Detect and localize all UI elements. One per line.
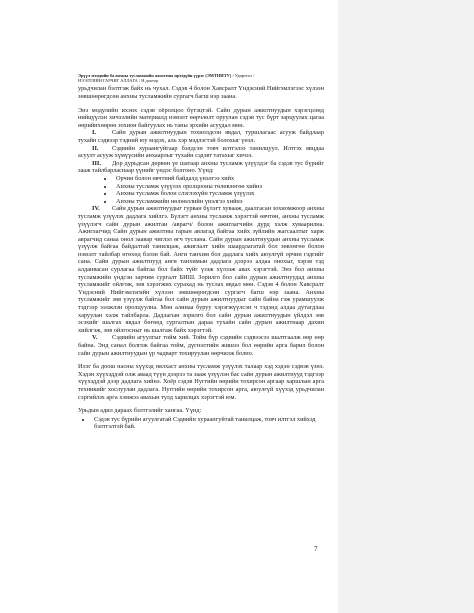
section-1-number: I. xyxy=(92,129,97,137)
section-5-number: V. xyxy=(92,334,98,342)
page-content xyxy=(78,73,324,431)
header-subtitle: НЭЭЛТИЙН ГАРЧИГ АЛЛАГА / Н.доктор xyxy=(78,78,159,84)
list-item: • Анхны тусламж үзүүлэх оролцооны төлөвлөгөө хийнэ xyxy=(114,183,324,191)
paragraph-child-care: Илэг ба доош насны хүүхэд нялхаст анхны тусламж үзүүлэх талаар хэд хэдэн сэдвэв үзнэ. Хэдэн хүүхэддэй олж аваад түүн дээрээ та зааж үзүүлэн бас сайн дурын ажилтнууд тэдгээр хүүхэддэй дээр дадлага хийнэ. Хоёр сэдэв Нуггийн өөрийн тохирсон аргаар харшлын арга техникийг хослуулан дадлага. Нуггийн өөрийн тохирсон арга, аюулгүй хүүхэд урьдчилан сэргийлэх арга хэмжээ авахын тулд харилцах хэрэгтэй юм. xyxy=(78,363,324,401)
section-1 xyxy=(78,129,324,144)
section-3-text: Дор дурьдсан дөрвөн үе шатаар анхны тусламж үзүүлдэг ба сэдэв тус бүрийг зааж тайлбарласнаар үүнийг үндэс болгоно. Үүнд: xyxy=(78,159,324,175)
list-item: • Сэдэв тус бүрийн агуулгатай Сэдвийн хураангуйтай танилцаж, товч илтгэл хийхэд бэлтгэлтэй бай. xyxy=(92,416,324,431)
section-4-text: Сайн дурын ажилтнуудыг гурван бүлэгт хувааж, даалгасан зохиомжоор анхны тусламж үзүүлэх дадлага хийлгэ. Бүлэгт анхны тусламж хэрэгтэй өвчтөн, анхны тусламж үзүүлэгч сайн дурын ажилтан /аврагч/ болон ажиглагчийн дүрд хэлж хуваарилна. Ажиглагчид Сайн дурын ажилтны гарын авлагад байгаа хийх зүйлийн жагсаалтыг харж аврагчид санаа онол заавар чиглэл өгч туслана. Сайн дурын ажилтнуудын анхны тусламж үзүүлж байгаа байдалтай танилцаж, ажиглалт хийн шаардлагатай бол зөвлөгөө болон нэмэлт тайлбар өгөхөд бэлэн бай. Анги танхим бол дадлага хийх аюулгүй орчин гэдгийг сана. Сайн дурын ажилтнууд анги танхимын дадлага дээрээ алдаа онохыг, хэрэв тэд алданвасан сурлагаа байгаа бол байх түйг үзэж хүлээж авах хэрэгтэй. Энэ бол анхны тусламжийн үндсэн зарчим сургалт БИШ. Зорилго бол сайн дурын ажилтнуудад анхны тусламжийг ойлгож, зөв хэрэгжих сурахад нь туслах явдал мөн. Сэдэв 4 болон Хавсралт Үндэсний Нийгэмлэгийн хүлээн зөвшөөрөгдсөн сургагч багш нэр заана. Анхны тусламжийг зөв үзүүлж байгаа бол сайн дурын ажилтнуудыг сайн байна гэж урамшуулж тэдгээр ээлжлэн оролцуулна. Мөн алинаа буруу хэрэгжүүлсэн ч тэдэнд алдаа дутагдлаа харуулан хэлж тайлбарла. Дадлагын зорилго бол сайн дурын ажилтнуудын үйлдэл зөв эсэхийг шалгах явдал бөгөөд сургалтын дараа тухайн сайн дурын ажилтнаар дахин хийлгэж, зөв ойлгосныг нь шалгаж байх хэрэгтэй. xyxy=(78,205,324,334)
section-4 xyxy=(78,205,324,334)
section-3 xyxy=(78,160,324,175)
section-5-text: Сэдвийн агуулгыг тойм хий. Тойм бүр сэдвийн сэдвээсээ шалтгаалж өөр өөр байна. Энд санал болгож байгаа тойм, дүгнэлтийн жишээ бол өөрийн арга барил болон сайн дурын ажилтнуудын үр чадварт тохируулан өөрчилж болно. xyxy=(78,334,324,357)
section-5 xyxy=(78,334,324,357)
list-item: • Анхны тусламжийн нөлөөллийн үнэлгээ хийнэ xyxy=(114,198,324,206)
header-title: Эрүүл мэндийн ба анхны тусламжийн ажилтны ирээдүйн үүрэг (ЭМТНИТУ) xyxy=(78,73,232,78)
section-2-number: II. xyxy=(92,144,99,152)
paragraph-continuation: урьдчилан бэлтгэж байх нь чухал. Сэдэв 4 болон Хавсралт Үндэсний Нийгэмлэгээс хүлээн зөвшөөрөгдсөн анхны тусламжийн сургагч багш нэр заана. xyxy=(78,85,324,100)
list-item: • Орчин болон өвчтний байдалд үнэлгээ хийх xyxy=(114,175,324,183)
list-item: • Анхны тусламж болон слэглэхүйн тусламж үзүүлэх xyxy=(114,190,324,198)
section-1-text: Сайн дурын ажилтнуудын тохиолдсон явдал, туршлагаас асууж байдлаар тухайн сэдвээр тэдний юу мэдэх, аль хэр мэдлэгтэй болохыг үнэл. xyxy=(78,129,324,144)
page-number: 7 xyxy=(314,545,318,553)
comment-pane xyxy=(338,0,474,613)
paragraph-module-intro: Энэ модулийн ихэнх сэдэв оёролцоо бүтэцтэй. Сайн дурын ажилтнуудын хэрэгцээнд нийцүүлэн хичээлийн материалд нэмэлт өөрчлөлт оруулан сэдэв тус бүрт зарцуулах цагаа өөрийнхөөрөө зохион байгуулах нь таны эрхийн асуудал мөн. xyxy=(78,106,324,129)
section-4-number: IV. xyxy=(92,205,100,213)
section-2-text: Сэдвийн хураангуйгаар бэлдсэн товч илтгэлээ танилцуул. Илтгэх явцдаа асуулт асууж хүмүүсийн анхаарлыг тухайн сэдэвт татахыг хичээ. xyxy=(78,144,324,160)
preparation-list xyxy=(78,416,324,431)
running-header xyxy=(78,73,324,83)
paragraph-preparation-intro: Урьдын адил дараах бэлтгэлийг хангаа. Үүнд: xyxy=(78,407,202,415)
section-2 xyxy=(78,145,324,160)
section-3-number: III. xyxy=(92,159,101,167)
stages-list xyxy=(78,175,324,205)
header-title-tail: / Удиртгал / xyxy=(232,73,255,78)
